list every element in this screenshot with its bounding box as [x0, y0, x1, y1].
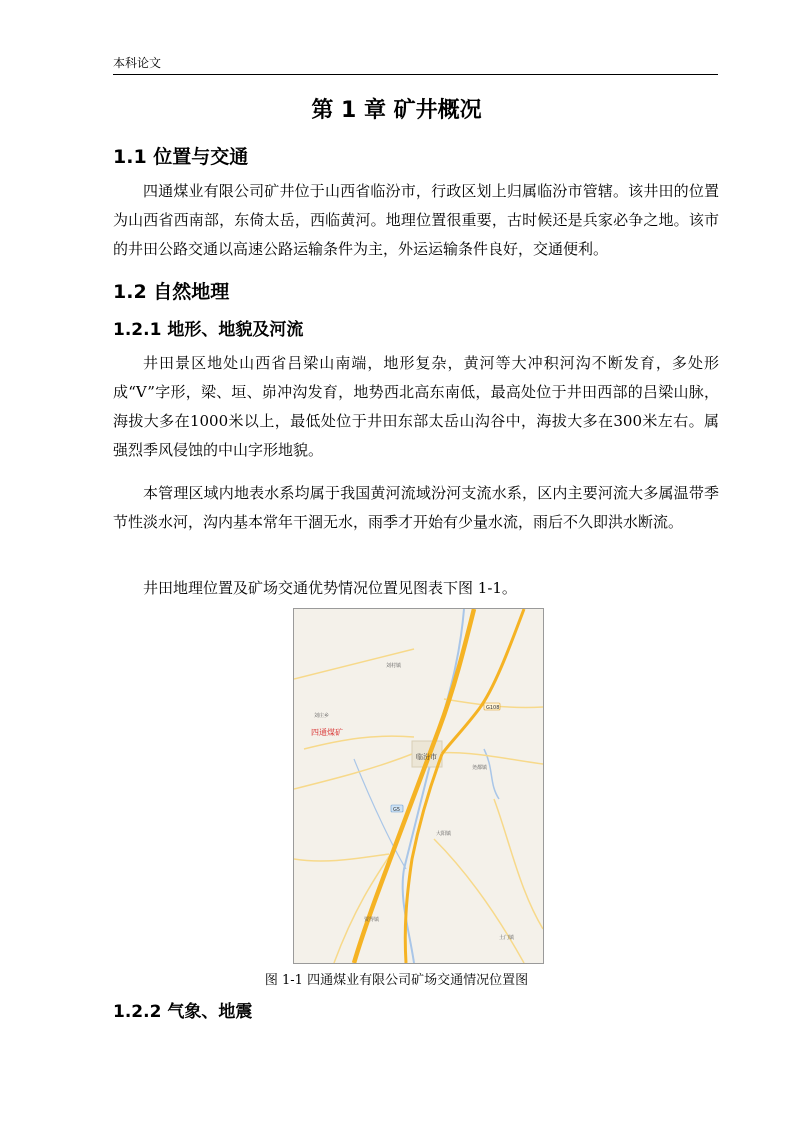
- town-label: 大阳镇: [436, 831, 452, 837]
- town-label: 刘村镇: [386, 663, 402, 669]
- paragraph-terrain: 井田景区地处山西省吕梁山南端，地形复杂，黄河等大冲积河沟不断发育，多处形成“V”字形，梁、垣、峁冲沟发育，地势西北高东南低，最高处位于井田西部的吕梁山脉，海拔大多在1000米以上，最低处位于井田东部太岳山沟谷中，海拔大多在300米左右。属强烈季风侵蚀的中山字形地貌。: [113, 354, 719, 459]
- section-heading-1-1: 1.1 位置与交通: [113, 146, 249, 168]
- town-label: 尧都镇: [472, 765, 488, 771]
- mine-label: 四通煤矿: [311, 728, 343, 737]
- section-heading-1-2: 1.2 自然地理: [113, 281, 230, 303]
- running-header: 本科论文: [113, 55, 718, 75]
- chapter-title: 第 1 章 矿井概况: [311, 98, 482, 123]
- paragraph-figure-ref: 井田地理位置及矿场交通优势情况位置见图表下图 1-1。: [143, 579, 517, 597]
- road-shield-label: G108: [486, 705, 500, 711]
- section-heading-1-2-1: 1.2.1 地形、地貌及河流: [113, 320, 304, 340]
- paragraph-location: 四通煤业有限公司矿井位于山西省临汾市，行政区划上归属临汾市管辖。该井田的位置为山西省西南部，东倚太岳，西临黄河。地理位置很重要，古时候还是兵家必争之地。该市的井田公路交通以高速公路运输条件为主，外运运输条件良好，交通便利。: [113, 182, 719, 258]
- town-label: 刘庄乡: [314, 713, 330, 719]
- town-label: 贾得镇: [364, 917, 380, 923]
- figure-caption: 图 1-1 四通煤业有限公司矿场交通情况位置图: [264, 973, 529, 988]
- road-shield-label: G5: [393, 807, 401, 813]
- town-label: 土门镇: [499, 935, 515, 941]
- section-heading-1-2-2: 1.2.2 气象、地震: [113, 1002, 253, 1022]
- location-map: [294, 609, 543, 963]
- paragraph-rivers: 本管理区域内地表水系均属于我国黄河流域汾河支流水系，区内主要河流大多属温带季节性淡水河，沟内基本常年干涸无水，雨季才开始有少量水流，雨后不久即洪水断流。: [113, 484, 719, 531]
- location-map-figure: [293, 608, 544, 964]
- city-label: 临汾市: [416, 753, 437, 761]
